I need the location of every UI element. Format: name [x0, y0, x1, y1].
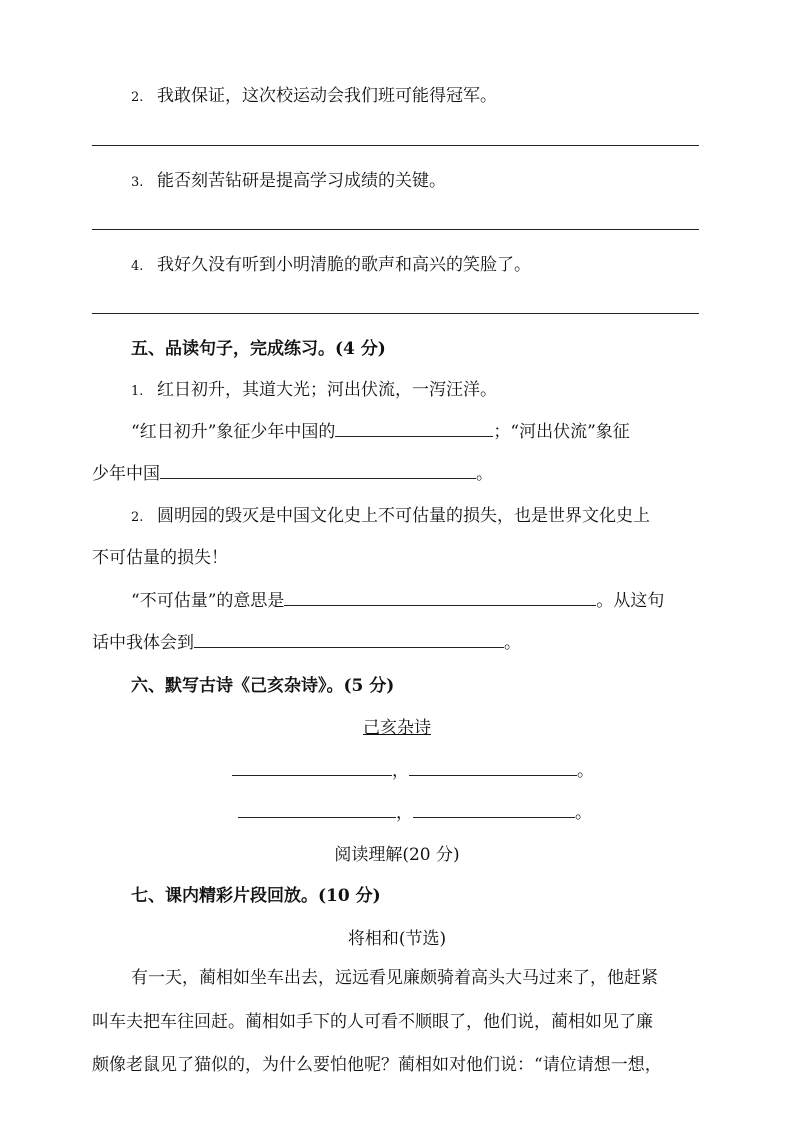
punctuation: 。 — [575, 803, 592, 823]
item-text: 圆明园的毁灭是中国文化史上不可估量的损失，也是世界文化史上 — [157, 506, 650, 526]
fill-line-4 — [92, 631, 521, 655]
passage-title: 将相和(节选) — [347, 929, 447, 949]
passage-line-3: 颇像老鼠见了猫似的，为什么要怕他呢？蔺相如对他们说：“请位请想一想， — [92, 1055, 662, 1075]
answer-blank[interactable] — [413, 801, 575, 818]
item-text: 红日初升，其道大光；河出伏流，一泻汪洋。 — [157, 380, 497, 400]
answer-blank[interactable] — [409, 759, 577, 776]
answer-blank[interactable] — [335, 420, 493, 437]
prompt-text: 。从这句 — [596, 591, 665, 611]
prompt-text: 话中我体会到 — [92, 633, 194, 653]
fill-line-3 — [131, 589, 664, 613]
answer-line — [92, 145, 699, 146]
section-5-item-1 — [131, 378, 497, 404]
section-7-title: 七、课内精彩片段回放。(10 分) — [131, 886, 381, 906]
punctuation: 。 — [577, 761, 594, 781]
item-number: 2. — [131, 510, 144, 525]
question-4 — [131, 253, 531, 279]
section-5-item-2 — [131, 504, 650, 530]
punctuation: ， — [392, 761, 409, 781]
prompt-text: “不可估量”的意思是 — [131, 591, 285, 611]
prompt-text: 。 — [504, 633, 521, 653]
prompt-text: 少年中国 — [92, 464, 160, 484]
answer-blank[interactable] — [232, 759, 392, 776]
poem-title: 己亥杂诗 — [363, 718, 431, 738]
question-text: 我好久没有听到小明清脆的歌声和高兴的笑脸了。 — [157, 255, 531, 275]
poem-line-1 — [232, 759, 594, 783]
answer-blank[interactable] — [160, 462, 476, 479]
punctuation: ， — [396, 803, 413, 823]
reading-header: 阅读理解(20 分) — [334, 845, 460, 865]
section-6-title: 六、默写古诗《己亥杂诗》。(5 分) — [131, 676, 395, 696]
question-2 — [131, 84, 497, 110]
passage-line-2: 叫车夫把车往回赶。蔺相如手下的人可看不顺眼了，他们说，蔺相如见了廉 — [92, 1012, 653, 1032]
section-5-item-2-cont: 不可估量的损失！ — [92, 548, 228, 568]
fill-line-1 — [131, 420, 630, 444]
question-number: 2. — [131, 90, 144, 105]
answer-blank[interactable] — [194, 631, 504, 648]
question-3 — [131, 169, 446, 195]
answer-blank[interactable] — [284, 589, 596, 606]
answer-line — [92, 229, 699, 230]
question-number: 3. — [131, 175, 144, 190]
prompt-text: “红日初升”象征少年中国的 — [131, 422, 336, 442]
section-5-title: 五、品读句子，完成练习。(4 分) — [131, 339, 386, 359]
question-number: 4. — [131, 259, 144, 274]
poem-line-2 — [238, 801, 592, 825]
prompt-text: 。 — [476, 464, 493, 484]
question-text: 我敢保证，这次校运动会我们班可能得冠军。 — [157, 86, 497, 106]
passage-line-1: 有一天，蔺相如坐车出去，远远看见廉颇骑着高头大马过来了，他赶紧 — [131, 968, 658, 988]
prompt-text: ；“河出伏流”象征 — [493, 422, 630, 442]
answer-blank[interactable] — [238, 801, 396, 818]
answer-line — [92, 313, 699, 314]
question-text: 能否刻苦钻研是提高学习成绩的关键。 — [157, 171, 446, 191]
item-number: 1. — [131, 384, 144, 399]
fill-line-2 — [92, 462, 493, 486]
